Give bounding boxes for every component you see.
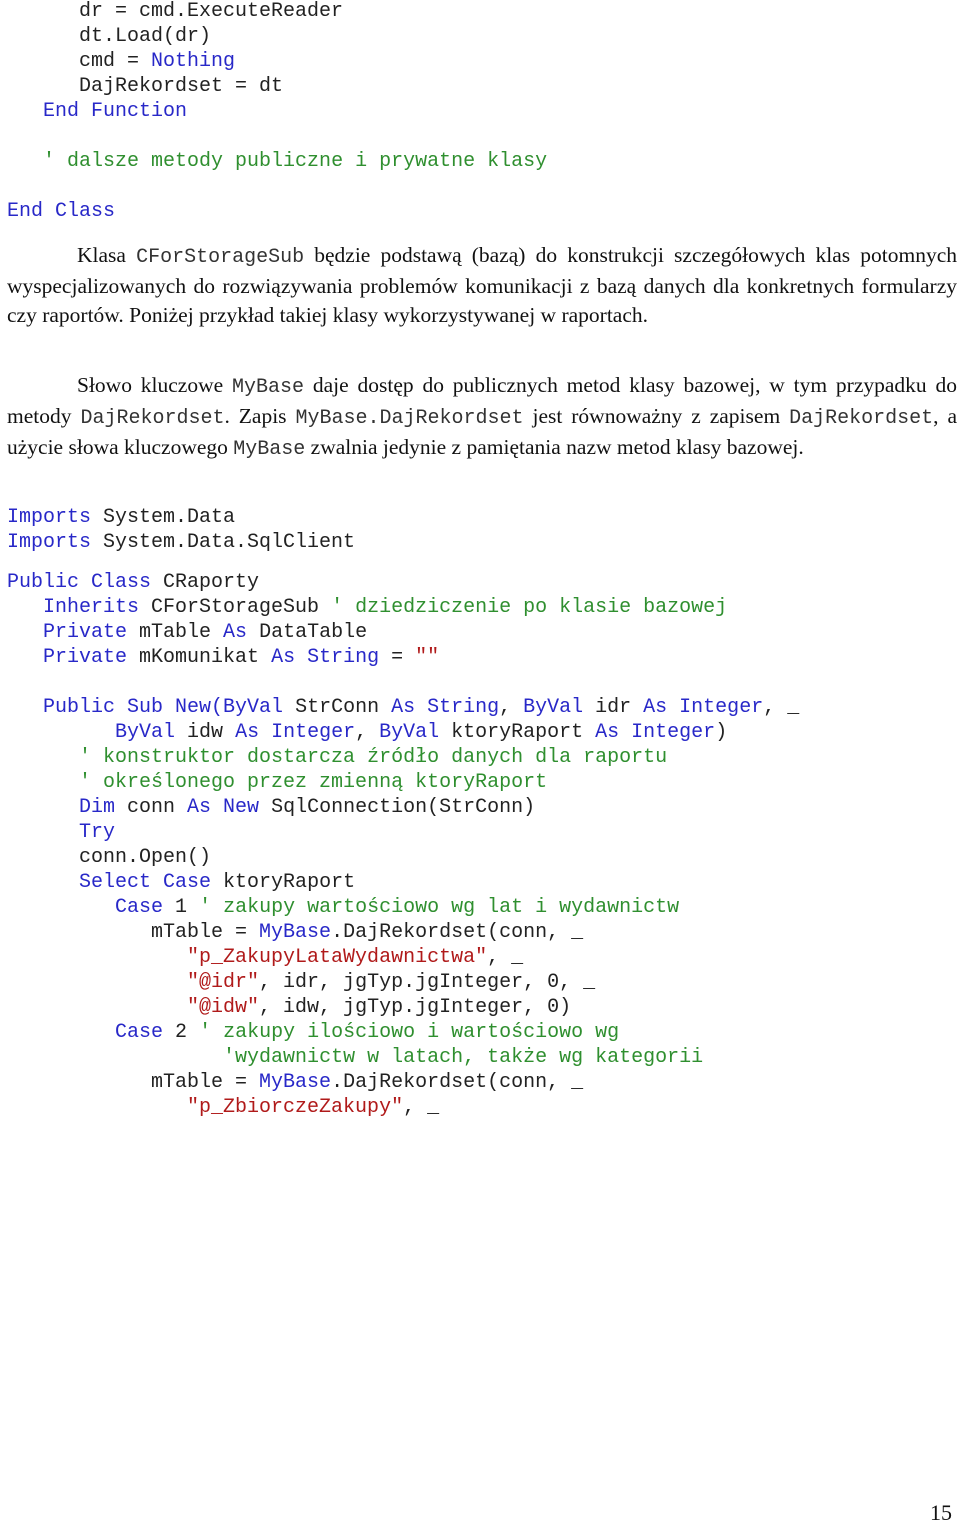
code-text: dt.Load(dr) [7, 25, 212, 48]
code-text [7, 596, 43, 619]
code-text: conn.Open() [7, 846, 212, 869]
code-line [7, 49, 547, 74]
inline-code: MyBase.DajRekordset [295, 407, 524, 430]
para1-text-b: będzie podstawą (bazą) do konstrukcji szczegółowych klas potomnych wyspecjalizowanych do rozwiązywania problemów komunikacji z bazą danych dla konkretnych formularzy czy raportów. Poniżej przykład takiej klasy wykorzystywanej w raportach. [7, 243, 957, 327]
code-keyword: Private [43, 646, 128, 669]
code-line [7, 124, 547, 149]
code-text: CForStorageSub [139, 596, 332, 619]
code-text: mKomunikat [127, 646, 272, 669]
code-text [7, 150, 43, 173]
code-text: , _ [403, 1096, 440, 1119]
code-text [7, 871, 79, 894]
code-keyword: As Integer [643, 696, 764, 719]
code-keyword: Imports [7, 531, 92, 554]
code-text [7, 746, 79, 769]
inline-code: MyBase [233, 438, 306, 461]
code-keyword: Public Class [7, 571, 152, 594]
code-comment: ' zakupy wartościowo wg lat i wydawnictw [199, 896, 680, 919]
code-block-imports [7, 505, 355, 555]
code-text: mTable [127, 621, 224, 644]
code-string: "" [415, 646, 440, 669]
code-text [7, 946, 187, 969]
inline-code: CForStorageSub [136, 246, 305, 269]
code-keyword: Inherits [43, 596, 140, 619]
code-text [7, 696, 43, 719]
code-line [7, 845, 799, 870]
code-keyword: As [223, 621, 248, 644]
para2-text-c: . Zapis [224, 404, 296, 428]
code-line [7, 505, 355, 530]
code-line [7, 945, 799, 970]
code-line [7, 795, 799, 820]
code-block-top [7, 0, 547, 224]
code-text [7, 971, 187, 994]
para2-text-e: , a użycie słowa kluczowego [7, 404, 957, 459]
code-keyword: Try [79, 821, 116, 844]
code-keyword: As Integer [595, 721, 716, 744]
code-line [7, 720, 799, 745]
code-line [7, 99, 547, 124]
code-text [7, 771, 79, 794]
code-text: , idr, jgTyp.jgInteger, 0, _ [259, 971, 596, 994]
code-keyword: Case [115, 1021, 164, 1044]
code-keyword: ByVal [523, 696, 584, 719]
code-line [7, 1045, 799, 1070]
code-text: idw [175, 721, 236, 744]
code-comment: ' dziedziczenie po klasie bazowej [331, 596, 728, 619]
code-text [7, 100, 43, 123]
code-comment: ' określonego przez zmienną ktoryRaport [79, 771, 548, 794]
code-text: .DajRekordset(conn, _ [331, 921, 584, 944]
code-line [7, 570, 799, 595]
code-line [7, 0, 547, 24]
code-string: "p_ZakupyLataWydawnictwa" [187, 946, 488, 969]
code-text: mTable = [7, 921, 260, 944]
code-comment: ' dalsze metody publiczne i prywatne klasy [43, 150, 548, 173]
code-line [7, 620, 799, 645]
code-line [7, 530, 355, 555]
code-keyword: Imports [7, 506, 92, 529]
code-keyword: As String [391, 696, 500, 719]
code-text: 1 [163, 896, 200, 919]
code-text: System.Data.SqlClient [91, 531, 356, 554]
para2-text-f: zwalnia jedynie z pamiętania nazw metod klasy bazowej. [305, 435, 804, 459]
inline-code: MyBase [232, 376, 305, 399]
code-text: ) [715, 721, 728, 744]
code-text: cmd = [7, 50, 152, 73]
para2-text-a: Słowo kluczowe [77, 373, 232, 397]
code-line [7, 770, 799, 795]
code-text [7, 996, 187, 1019]
code-comment: ' konstruktor dostarcza źródło danych dla raportu [79, 746, 668, 769]
code-text [7, 1096, 187, 1119]
code-text: StrConn [283, 696, 392, 719]
code-line [7, 895, 799, 920]
code-keyword: Dim [79, 796, 116, 819]
code-text: .DajRekordset(conn, _ [331, 1071, 584, 1094]
code-text [7, 621, 43, 644]
code-text: idr [583, 696, 644, 719]
code-line [7, 149, 547, 174]
code-string: "p_ZbiorczeZakupy" [187, 1096, 404, 1119]
code-keyword: As Integer [235, 721, 356, 744]
code-keyword: Select Case [79, 871, 212, 894]
code-keyword: Case [115, 896, 164, 919]
code-keyword: MyBase [259, 1071, 332, 1094]
code-line [7, 920, 799, 945]
code-line [7, 695, 799, 720]
code-keyword: ByVal [115, 721, 176, 744]
code-text: 2 [163, 1021, 200, 1044]
code-string: "@idr" [187, 971, 260, 994]
code-text: ktoryRaport [211, 871, 356, 894]
code-text [7, 1046, 223, 1069]
code-text: , [355, 721, 380, 744]
code-string: "@idw" [187, 996, 260, 1019]
code-line [7, 174, 547, 199]
code-line [7, 970, 799, 995]
code-line [7, 995, 799, 1020]
inline-code: DajRekordset [789, 407, 934, 430]
code-keyword: Private [43, 621, 128, 644]
code-keyword: ByVal [379, 721, 440, 744]
code-text: , [499, 696, 524, 719]
code-keyword: Nothing [151, 50, 236, 73]
code-line [7, 1020, 799, 1045]
code-text [7, 646, 43, 669]
paragraph-cforstoragesub [7, 241, 957, 330]
code-keyword: End Class [7, 200, 116, 223]
page-number: 15 [930, 1500, 952, 1525]
code-text [7, 1021, 115, 1044]
code-line [7, 199, 547, 224]
code-text [7, 821, 79, 844]
code-line [7, 595, 799, 620]
code-text: mTable = [7, 1071, 260, 1094]
paragraph-mybase [7, 371, 957, 464]
code-block-craporty [7, 570, 799, 1120]
code-text: DataTable [247, 621, 368, 644]
code-keyword: Public Sub New(ByVal [43, 696, 284, 719]
code-text: SqlConnection(StrConn) [259, 796, 536, 819]
code-line [7, 670, 799, 695]
code-text: DajRekordset = dt [7, 75, 284, 98]
code-line [7, 645, 799, 670]
code-text [7, 796, 79, 819]
code-text: CRaporty [151, 571, 260, 594]
code-text [7, 896, 115, 919]
code-keyword: As New [187, 796, 260, 819]
code-text: = [379, 646, 416, 669]
code-text: , _ [763, 696, 800, 719]
code-line [7, 1070, 799, 1095]
code-keyword: MyBase [259, 921, 332, 944]
code-keyword: End Function [43, 100, 188, 123]
code-text: , idw, jgTyp.jgInteger, 0) [259, 996, 572, 1019]
code-line [7, 24, 547, 49]
code-text [7, 721, 115, 744]
para2-text-d: jest równoważny z zapisem [523, 404, 790, 428]
code-text: dr = cmd.ExecuteReader [7, 0, 344, 23]
inline-code: DajRekordset [80, 407, 225, 430]
code-text: , _ [487, 946, 524, 969]
code-line [7, 74, 547, 99]
code-line [7, 1095, 799, 1120]
code-line [7, 820, 799, 845]
para2-text-b: daje dostęp do publicznych metod klasy bazowej, w tym przypadku do metody [7, 373, 957, 428]
code-line [7, 745, 799, 770]
code-line [7, 870, 799, 895]
code-keyword: As String [271, 646, 380, 669]
code-text: System.Data [91, 506, 236, 529]
code-text: conn [115, 796, 188, 819]
code-comment: ' zakupy ilościowo i wartościowo wg [199, 1021, 620, 1044]
para1-text-a: Klasa [77, 243, 137, 267]
code-text: ktoryRaport [439, 721, 596, 744]
code-comment: 'wydawnictw w latach, także wg kategorii [223, 1046, 704, 1069]
